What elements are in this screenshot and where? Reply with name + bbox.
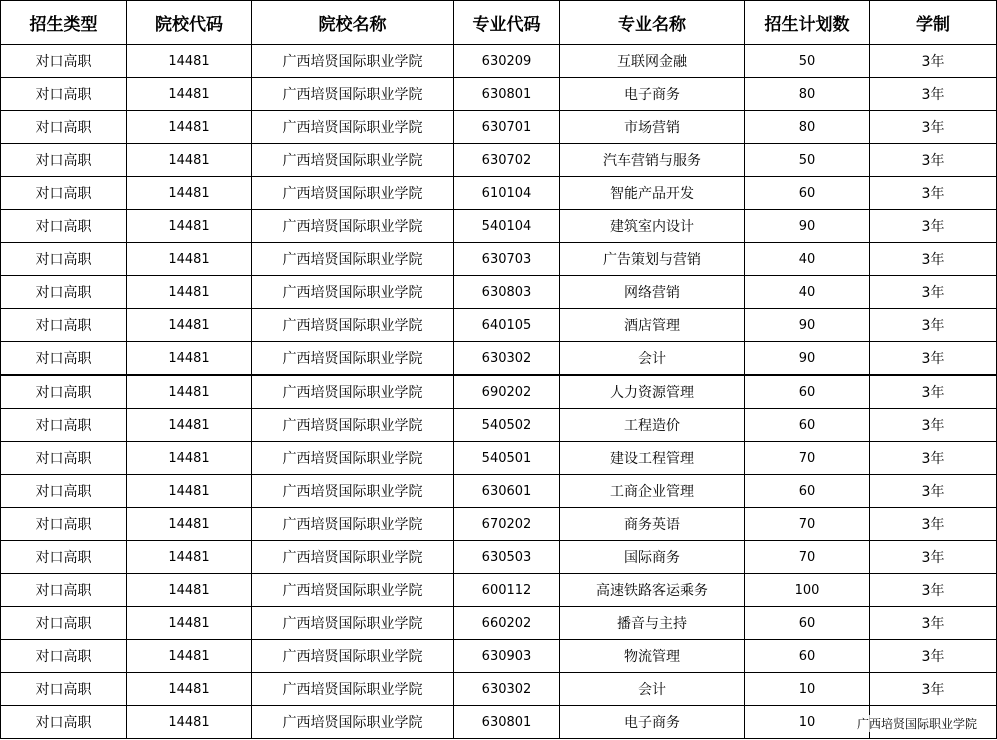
cell-major-name: 会计 (560, 342, 745, 376)
cell-major-code: 690202 (454, 375, 560, 409)
cell-school-code: 14481 (127, 111, 252, 144)
cell-enrollment-type: 对口高职 (1, 342, 127, 376)
table-row (1, 640, 997, 673)
cell-major-code: 630209 (454, 45, 560, 78)
cell-enrollment-type: 对口高职 (1, 210, 127, 243)
table-row (1, 442, 997, 475)
cell-major-name: 工程造价 (560, 409, 745, 442)
cell-duration: 3年 (870, 243, 997, 276)
cell-enrollment-type: 对口高职 (1, 243, 127, 276)
table-row (1, 607, 997, 640)
cell-school-name: 广西培贤国际职业学院 (252, 508, 454, 541)
cell-major-code: 630801 (454, 78, 560, 111)
cell-duration: 3年 (870, 673, 997, 706)
cell-school-name: 广西培贤国际职业学院 (252, 673, 454, 706)
table-row (1, 45, 997, 78)
cell-school-name: 广西培贤国际职业学院 (252, 177, 454, 210)
cell-major-name: 会计 (560, 673, 745, 706)
header-school-code: 院校代码 (127, 1, 252, 45)
cell-duration: 3年 (870, 111, 997, 144)
cell-enrollment-plan: 60 (745, 607, 870, 640)
table-row (1, 574, 997, 607)
cell-major-name: 播音与主持 (560, 607, 745, 640)
cell-enrollment-type: 对口高职 (1, 309, 127, 342)
cell-major-name: 物流管理 (560, 640, 745, 673)
cell-school-name: 广西培贤国际职业学院 (252, 45, 454, 78)
cell-duration: 3年 (870, 475, 997, 508)
cell-enrollment-plan: 10 (745, 706, 870, 739)
cell-major-name: 国际商务 (560, 541, 745, 574)
table-row (1, 706, 997, 739)
cell-major-code: 610104 (454, 177, 560, 210)
cell-duration: 3年 (870, 276, 997, 309)
cell-enrollment-plan: 70 (745, 442, 870, 475)
cell-duration: 3年 (870, 210, 997, 243)
cell-major-code: 630302 (454, 342, 560, 376)
cell-school-code: 14481 (127, 574, 252, 607)
cell-major-code: 630701 (454, 111, 560, 144)
cell-school-code: 14481 (127, 508, 252, 541)
cell-enrollment-plan: 60 (745, 640, 870, 673)
cell-school-name: 广西培贤国际职业学院 (252, 442, 454, 475)
cell-major-name: 电子商务 (560, 706, 745, 739)
table-header-row (1, 1, 997, 45)
cell-enrollment-plan: 50 (745, 45, 870, 78)
cell-school-name: 广西培贤国际职业学院 (252, 111, 454, 144)
cell-school-code: 14481 (127, 409, 252, 442)
cell-school-code: 14481 (127, 342, 252, 376)
cell-school-name: 广西培贤国际职业学院 (252, 574, 454, 607)
cell-major-name: 高速铁路客运乘务 (560, 574, 745, 607)
header-school-name: 院校名称 (252, 1, 454, 45)
cell-school-name: 广西培贤国际职业学院 (252, 640, 454, 673)
cell-duration: 3年 (870, 177, 997, 210)
cell-enrollment-plan: 90 (745, 210, 870, 243)
cell-major-code: 630302 (454, 673, 560, 706)
cell-school-name: 广西培贤国际职业学院 (252, 243, 454, 276)
cell-school-code: 14481 (127, 375, 252, 409)
cell-duration: 3年 (870, 574, 997, 607)
table-row (1, 276, 997, 309)
cell-major-code: 540501 (454, 442, 560, 475)
cell-enrollment-type: 对口高职 (1, 607, 127, 640)
table-row (1, 78, 997, 111)
cell-major-name: 市场营销 (560, 111, 745, 144)
header-major-name: 专业名称 (560, 1, 745, 45)
cell-school-code: 14481 (127, 243, 252, 276)
cell-school-name: 广西培贤国际职业学院 (252, 276, 454, 309)
cell-school-name: 广西培贤国际职业学院 (252, 144, 454, 177)
cell-major-code: 660202 (454, 607, 560, 640)
cell-school-code: 14481 (127, 78, 252, 111)
table-row (1, 309, 997, 342)
cell-major-name: 网络营销 (560, 276, 745, 309)
table-row (1, 508, 997, 541)
cell-school-name: 广西培贤国际职业学院 (252, 541, 454, 574)
cell-major-name: 工商企业管理 (560, 475, 745, 508)
cell-enrollment-type: 对口高职 (1, 144, 127, 177)
watermark: 广西培贤国际职业学院 (856, 717, 977, 731)
table-row (1, 144, 997, 177)
cell-major-code: 630503 (454, 541, 560, 574)
cell-enrollment-plan: 50 (745, 144, 870, 177)
cell-duration: 3年 (870, 144, 997, 177)
cell-major-name: 建筑室内设计 (560, 210, 745, 243)
cell-duration: 3年 (870, 45, 997, 78)
cell-school-code: 14481 (127, 607, 252, 640)
cell-major-name: 智能产品开发 (560, 177, 745, 210)
cell-enrollment-type: 对口高职 (1, 78, 127, 111)
cell-major-name: 电子商务 (560, 78, 745, 111)
cell-school-code: 14481 (127, 144, 252, 177)
cell-enrollment-plan: 70 (745, 541, 870, 574)
cell-enrollment-plan: 10 (745, 673, 870, 706)
cell-enrollment-type: 对口高职 (1, 508, 127, 541)
cell-school-name: 广西培贤国际职业学院 (252, 607, 454, 640)
cell-enrollment-plan: 60 (745, 409, 870, 442)
cell-major-code: 540104 (454, 210, 560, 243)
cell-school-code: 14481 (127, 673, 252, 706)
header-major-code: 专业代码 (454, 1, 560, 45)
cell-school-name: 广西培贤国际职业学院 (252, 309, 454, 342)
cell-major-code: 630803 (454, 276, 560, 309)
header-enrollment-type: 招生类型 (1, 1, 127, 45)
cell-enrollment-type: 对口高职 (1, 475, 127, 508)
cell-enrollment-type: 对口高职 (1, 574, 127, 607)
cell-enrollment-type: 对口高职 (1, 640, 127, 673)
cell-school-code: 14481 (127, 706, 252, 739)
cell-major-name: 酒店管理 (560, 309, 745, 342)
cell-major-code: 630703 (454, 243, 560, 276)
table-row (1, 375, 997, 409)
table-body (1, 45, 997, 739)
cell-major-name: 人力资源管理 (560, 375, 745, 409)
cell-enrollment-plan: 40 (745, 243, 870, 276)
cell-duration: 3年 (870, 442, 997, 475)
cell-major-code: 540502 (454, 409, 560, 442)
table-row (1, 673, 997, 706)
cell-duration: 3年 (870, 640, 997, 673)
cell-enrollment-plan: 80 (745, 78, 870, 111)
cell-enrollment-plan: 100 (745, 574, 870, 607)
cell-duration: 3年 (870, 541, 997, 574)
cell-major-code: 640105 (454, 309, 560, 342)
cell-school-code: 14481 (127, 309, 252, 342)
header-enrollment-plan: 招生计划数 (745, 1, 870, 45)
cell-enrollment-type: 对口高职 (1, 111, 127, 144)
cell-enrollment-type: 对口高职 (1, 45, 127, 78)
cell-enrollment-type: 对口高职 (1, 177, 127, 210)
cell-enrollment-type: 对口高职 (1, 673, 127, 706)
cell-enrollment-type: 对口高职 (1, 706, 127, 739)
cell-major-code: 670202 (454, 508, 560, 541)
cell-major-name: 建设工程管理 (560, 442, 745, 475)
cell-school-code: 14481 (127, 210, 252, 243)
cell-major-code: 630601 (454, 475, 560, 508)
cell-duration: 3年 (870, 607, 997, 640)
cell-duration: 3年 (870, 375, 997, 409)
cell-enrollment-type: 对口高职 (1, 442, 127, 475)
cell-enrollment-plan: 60 (745, 177, 870, 210)
cell-duration: 3年 (870, 342, 997, 376)
cell-school-code: 14481 (127, 541, 252, 574)
cell-enrollment-plan: 90 (745, 309, 870, 342)
table-row (1, 111, 997, 144)
cell-major-code: 630702 (454, 144, 560, 177)
cell-duration: 3年 (870, 78, 997, 111)
cell-enrollment-plan: 40 (745, 276, 870, 309)
cell-enrollment-plan: 60 (745, 375, 870, 409)
cell-enrollment-type: 对口高职 (1, 375, 127, 409)
cell-enrollment-plan: 90 (745, 342, 870, 376)
cell-major-name: 商务英语 (560, 508, 745, 541)
table-row (1, 409, 997, 442)
cell-enrollment-type: 对口高职 (1, 276, 127, 309)
cell-major-code: 630903 (454, 640, 560, 673)
cell-school-code: 14481 (127, 45, 252, 78)
cell-major-name: 汽车营销与服务 (560, 144, 745, 177)
table-row (1, 210, 997, 243)
cell-major-code: 600112 (454, 574, 560, 607)
cell-school-name: 广西培贤国际职业学院 (252, 475, 454, 508)
cell-school-name: 广西培贤国际职业学院 (252, 375, 454, 409)
cell-major-name: 广告策划与营销 (560, 243, 745, 276)
cell-school-code: 14481 (127, 640, 252, 673)
table-row (1, 342, 997, 376)
cell-enrollment-plan: 80 (745, 111, 870, 144)
header-duration: 学制 (870, 1, 997, 45)
cell-duration: 3年 (870, 309, 997, 342)
table-row (1, 541, 997, 574)
table-row (1, 243, 997, 276)
cell-school-code: 14481 (127, 475, 252, 508)
cell-duration: 3年 (870, 409, 997, 442)
cell-school-code: 14481 (127, 177, 252, 210)
cell-school-code: 14481 (127, 276, 252, 309)
cell-enrollment-type: 对口高职 (1, 541, 127, 574)
cell-school-name: 广西培贤国际职业学院 (252, 342, 454, 376)
cell-school-name: 广西培贤国际职业学院 (252, 210, 454, 243)
cell-school-name: 广西培贤国际职业学院 (252, 706, 454, 739)
cell-major-name: 互联网金融 (560, 45, 745, 78)
cell-duration: 3年 (870, 508, 997, 541)
cell-school-name: 广西培贤国际职业学院 (252, 409, 454, 442)
table-row (1, 475, 997, 508)
table-row (1, 177, 997, 210)
cell-enrollment-plan: 70 (745, 508, 870, 541)
cell-enrollment-plan: 60 (745, 475, 870, 508)
cell-enrollment-type: 对口高职 (1, 409, 127, 442)
cell-school-code: 14481 (127, 442, 252, 475)
cell-school-name: 广西培贤国际职业学院 (252, 78, 454, 111)
cell-major-code: 630801 (454, 706, 560, 739)
